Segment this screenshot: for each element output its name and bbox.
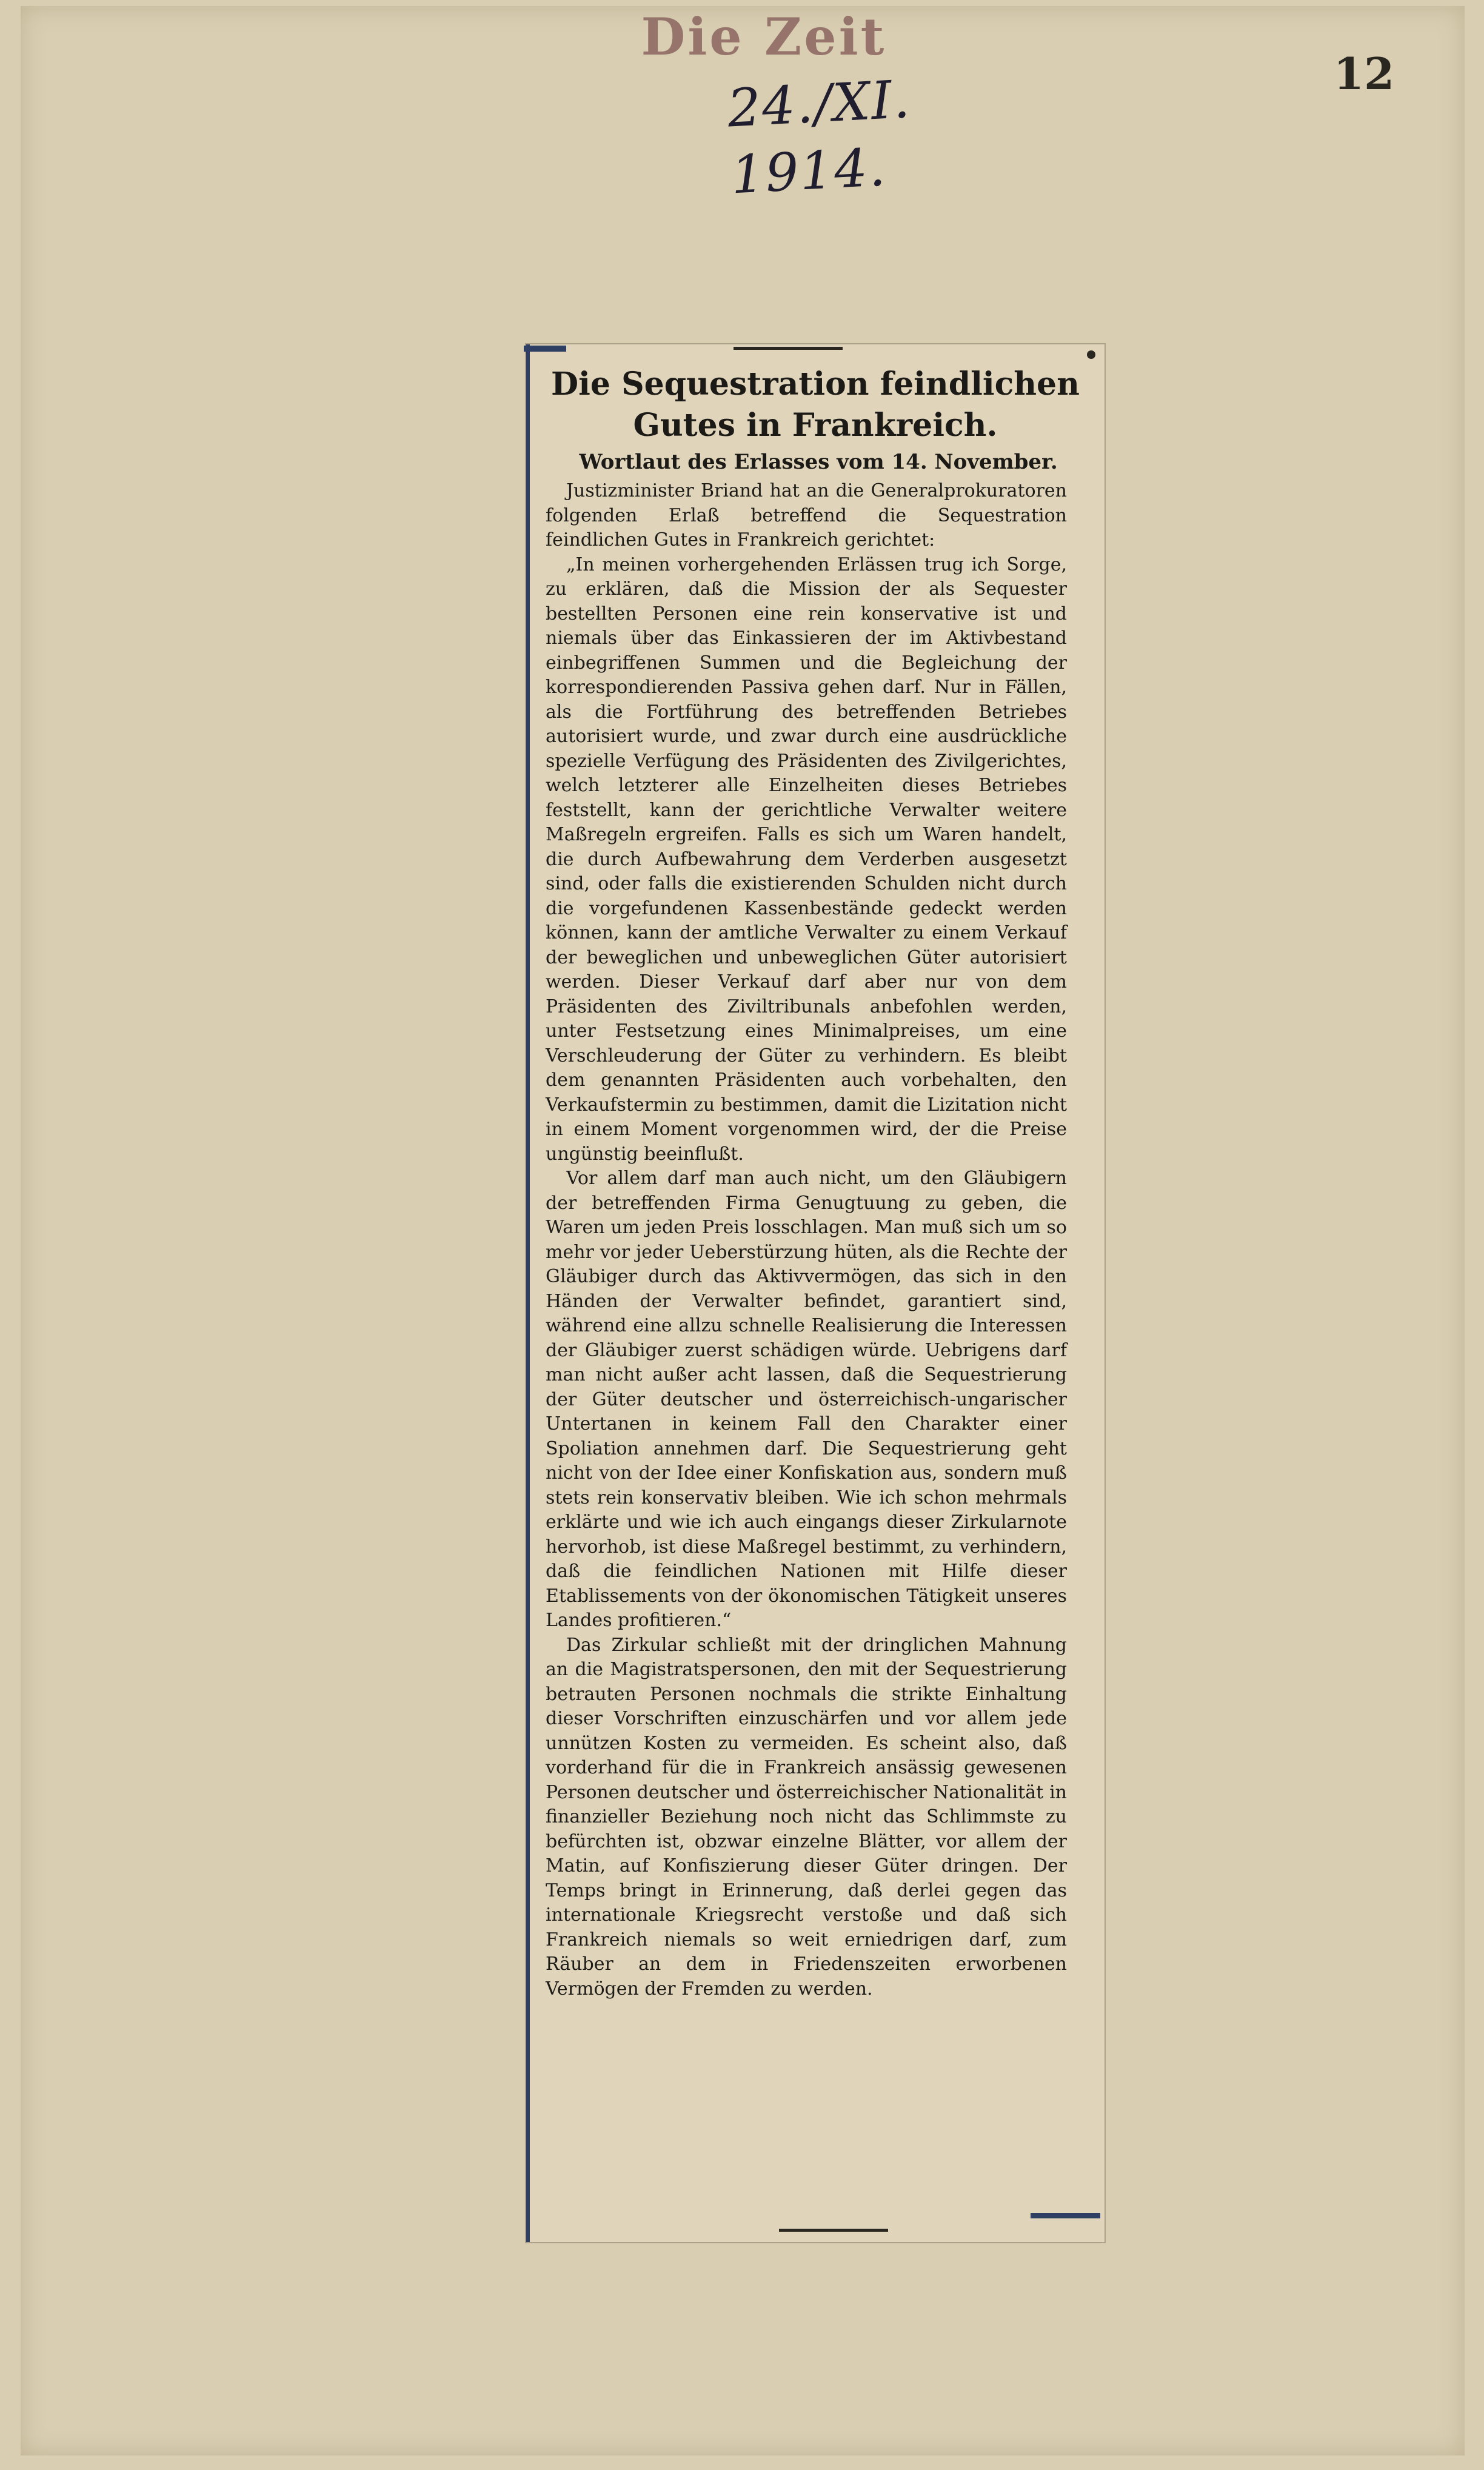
article-paragraph: „In meinen vorhergehenden Erlässen trug ich Sorge, zu erklären, daß die Mission der als Sequester bestellten Personen eine rein konservative ist und niemals über das Einkassieren der im Aktivbestand einbegriffenen Summen und die Begleichung der korrespondierenden Passiva gehen darf. Nur in Fällen, als die Fortführung des betreffenden Betriebes autorisiert wurde, und zwar durch eine ausdrückliche spezielle Verfügung des Präsidenten des Zivilgerichtes, welch letzterer alle Einzelheiten dieses Betriebes feststellt, kann der gerichtliche Verwalter weitere Maßregeln ergreifen. Falls es sich um Waren handelt, die durch Aufbewahrung dem Verderben ausgesetzt sind, oder falls die existierenden Schulden nicht durch die vorgefundenen Kassenbestände gedeckt werden können, kann der amtliche Verwalter zu einem Verkauf der beweglichen und unbeweglichen Güter autorisiert werden. Dieser Verkauf darf aber nur von dem Präsidenten des Ziviltribunals anbefohlen werden, unter Festsetzung eines Minimalpreises, um eine Verschleuderung der Güter zu verhindern. Es bleibt dem genannten Präsidenten auch vorbehalten, den Verkaufstermin zu bestimmen, damit die Lizitation nicht in einem Moment vorgenommen wird, der die Preise ungünstig beeinflußt. [546,554,1067,1165]
ink-dot [1087,350,1095,359]
newspaper-name-stamp: Die Zeit [641,7,887,67]
article-paragraph: Vor allem darf man auch nicht, um den Gläubigern der betreffenden Firma Genugtuung zu geben, die Waren um jeden Preis losschlagen. Man muß sich um so mehr vor jeder Ueberstürzung hüten, als die Rechte der Gläubiger durch das Aktivvermögen, das sich in den Händen der Verwalter befindet, garantiert sind, während eine allzu schnelle Realisierung die Interessen der Gläubiger zuerst schädigen würde. Uebrigens darf man nicht außer acht lassen, daß die Sequestrierung der Güter deutscher und österreichisch-ungarischer Untertanen in keinem Fall den Charakter einer Spoliation annehmen darf. Die Sequestrierung geht nicht von der Idee einer Konfiskation aus, sondern muß stets rein konservativ bleiben. Wie ich schon mehrmals erklärte und wie ich auch eingangs dieser Zirkularnote hervorhob, ist diese Maßregel bestimmt, zu verhindern, daß die feindlichen Nationen mit Hilfe dieser Etablissements von der ökonomischen Tätigkeit unseres Landes profitieren.“ [546,1168,1067,1631]
article-paragraph: Das Zirkular schließt mit der dringlichen Mahnung an die Magistratspersonen, den mit der Sequestrierung betrauten Personen nochmals die strikte Einhaltung dieser Vorschriften einzuschärfen und vor allem jede unnützen Kosten zu vermeiden. Es scheint also, daß vorderhand für die in Frankreich ansässig gewesenen Personen deutscher und österreichischer Nationalität in finanzieller Beziehung noch nicht das Schlimmste zu befürchten ist, obzwar einzelne Blätter, vor allem der Matin, auf Konfiszierung dieser Güter dringen. Der Temps bringt in Erinnerung, daß derlei gegen das internationale Kriegsrecht verstoße und daß sich Frankreich niemals so weit erniedrigen darf, zum Räuber an dem in Friedenszeiten erworbenen Vermögen der Fremden zu werden. [546,1634,1067,2000]
article-paragraph: Justizminister Briand hat an die Generalprokuratoren folgenden Erlaß betreffend die Sequestration feindlichen Gutes in Frankreich gerichtet: [546,480,1067,551]
handwritten-date: 24./XI. 1914. [726,69,912,206]
blue-pencil-mark-bottom [1031,2213,1100,2218]
article-subheadline: Wortlaut des Erlasses vom 14. November. [579,450,1058,474]
page-number: 12 [1333,48,1395,99]
article-headline: Die Sequestration feindlichen Gutes in Frankreich. [551,366,1080,444]
bottom-rule [779,2229,888,2232]
article-body [546,479,1067,2001]
blue-pencil-mark-top [524,346,566,352]
top-rule [734,347,843,350]
